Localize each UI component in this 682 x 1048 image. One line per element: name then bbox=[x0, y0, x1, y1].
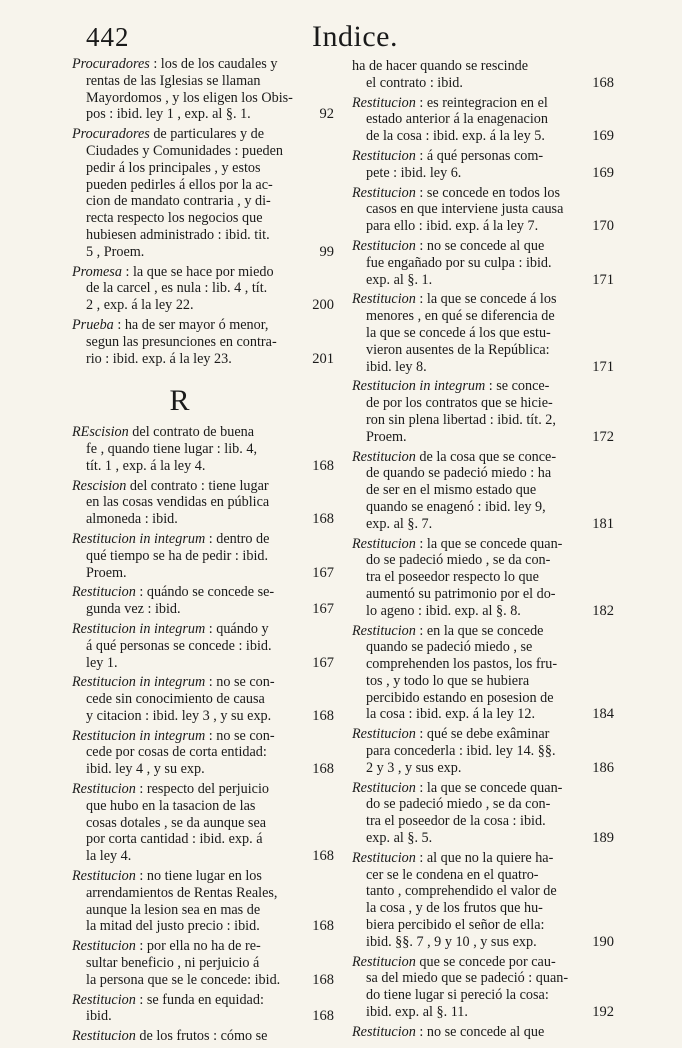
entry-line: pos : ibid. ley 1 , exp. al §. 1. bbox=[86, 106, 251, 123]
entry-line: Restitucion : se funda en equidad: bbox=[72, 991, 264, 1008]
entry-page-number: 168 bbox=[312, 761, 334, 778]
entry-page-number: 168 bbox=[312, 1008, 334, 1025]
entry-line: tít. 1 , exp. á la ley 4. bbox=[86, 457, 206, 474]
headword: Restitucion in integrum bbox=[72, 727, 206, 744]
section-letter: R bbox=[169, 384, 191, 418]
headword: Restitucion bbox=[72, 868, 136, 885]
entry-line: de quando se padeció miedo : ha bbox=[366, 465, 552, 482]
headword: Restitucion in integrum bbox=[72, 674, 206, 691]
entry-line: y citacion : ibid. ley 3 , y su exp. bbox=[86, 707, 272, 724]
entry-line: tra el poseedor de la cosa : ibid. bbox=[366, 813, 546, 830]
index-entry bbox=[72, 781, 334, 865]
entry-line: Restitucion : se concede en todos los bbox=[352, 184, 561, 201]
headword: Restitucion bbox=[72, 938, 136, 955]
entry-page-number: 190 bbox=[592, 933, 614, 950]
index-entry bbox=[72, 991, 334, 1026]
entry-line: percibido estando en posesion de bbox=[366, 689, 554, 706]
entry-line: rio : ibid. exp. á la ley 23. bbox=[86, 350, 232, 367]
entry-page-number: 186 bbox=[592, 759, 614, 776]
headword: Promesa bbox=[72, 263, 122, 280]
entry-line: Procuradores de particulares y de bbox=[72, 126, 264, 143]
entry-line: Restitucion : la que se concede quan- bbox=[352, 779, 563, 796]
entry-line: pueden pedirles á ellos por la ac- bbox=[86, 176, 273, 193]
entry-line: casos en que interviene justa causa bbox=[366, 201, 564, 218]
entry-page-number: 92 bbox=[319, 106, 334, 123]
index-entry bbox=[352, 726, 614, 776]
entry-line: ibid. §§. 7 , 9 y 10 , y sus exp. bbox=[366, 933, 537, 950]
running-head: Indice. bbox=[312, 20, 398, 53]
headword: Rescision bbox=[72, 477, 127, 494]
headword: Restitucion bbox=[352, 849, 416, 866]
entry-line: cede sin conocimiento de causa bbox=[86, 691, 265, 708]
headword: Restitucion bbox=[352, 94, 416, 111]
entry-line: para ello : ibid. exp. á la ley 7. bbox=[366, 218, 539, 235]
entry-line: la persona que se le concede: ibid. bbox=[86, 971, 281, 988]
entry-line: exp. al §. 7. bbox=[366, 515, 433, 532]
entry-line: Restitucion : la que se concede á los bbox=[352, 291, 557, 308]
index-entry bbox=[352, 237, 614, 288]
entry-line: pete : ibid. ley 6. bbox=[366, 164, 462, 181]
index-entry bbox=[72, 727, 334, 778]
entry-line: 5 , Proem. bbox=[86, 243, 145, 260]
entry-line: aumentó su patrimonio por el do- bbox=[366, 585, 556, 602]
entry-line: Restitucion : es reintegracion en el bbox=[352, 94, 548, 111]
entry-line: Restitucion : la que se concede quan- bbox=[352, 535, 563, 552]
entry-line: la cosa : ibid. exp. á la ley 12. bbox=[366, 706, 536, 723]
entry-line: la ley 4. bbox=[86, 848, 132, 865]
index-entry bbox=[72, 938, 334, 988]
entry-line: de ser en el mismo estado que bbox=[366, 482, 537, 499]
headword: Restitucion bbox=[352, 622, 416, 639]
entry-line: Restitucion : en la que se concede bbox=[352, 622, 544, 639]
entry-line: ibid. ley 4 , y su exp. bbox=[86, 761, 205, 778]
index-entry bbox=[72, 530, 334, 581]
entry-line: Restitucion : qué se debe exâminar bbox=[352, 726, 550, 743]
index-entry bbox=[72, 674, 334, 724]
entry-line: Restitucion : á qué personas com- bbox=[352, 147, 544, 164]
index-entry bbox=[352, 849, 614, 951]
index-entry bbox=[72, 477, 334, 528]
headword: Restitucion bbox=[72, 991, 136, 1008]
entry-line: estado anterior á la enagenacion bbox=[366, 111, 548, 128]
entry-line: Restitucion in integrum : se conce- bbox=[352, 378, 550, 395]
entry-line: comprehenden los pastos, los fru- bbox=[366, 656, 558, 673]
entry-page-number: 172 bbox=[592, 428, 614, 445]
headword: Restitucion bbox=[352, 726, 416, 743]
entry-line: Restitucion in integrum : no se con- bbox=[72, 674, 275, 691]
entry-line: Prueba : ha de ser mayor ó menor, bbox=[72, 316, 269, 333]
entry-line: recta respecto los negocios que bbox=[86, 210, 263, 227]
entry-line: en las cosas vendidas en pública bbox=[86, 494, 270, 511]
entry-line: tos , y todo lo que se hubiera bbox=[366, 672, 530, 689]
index-entry bbox=[72, 868, 334, 935]
entry-line: Rescision del contrato : tiene lugar bbox=[72, 477, 269, 494]
headword: REscision bbox=[72, 424, 129, 441]
entry-line: gunda vez : ibid. bbox=[86, 601, 181, 618]
entry-line: á qué personas se concede : ibid. bbox=[86, 637, 272, 654]
index-entry bbox=[72, 1028, 322, 1045]
index-entry bbox=[72, 424, 334, 474]
headword: Restitucion bbox=[352, 147, 416, 164]
index-entry bbox=[352, 622, 614, 724]
headword: Restitucion bbox=[352, 1023, 416, 1040]
bottom-entries bbox=[72, 424, 334, 1045]
entry-line: aunque la lesion sea en mas de bbox=[86, 901, 261, 918]
headword: Prueba bbox=[72, 316, 114, 333]
index-entry bbox=[352, 94, 614, 145]
entry-line: el contrato : ibid. bbox=[366, 74, 463, 91]
entry-line: de la carcel , es nula : lib. 4 , tít. bbox=[86, 280, 268, 297]
index-entry bbox=[352, 58, 614, 92]
entry-line: cosas dotales , se da aunque sea bbox=[86, 814, 267, 831]
entry-line: pedir á los principales , y estos bbox=[86, 159, 261, 176]
entry-line: Restitucion que se concede por cau- bbox=[352, 953, 556, 970]
entry-line: almoneda : ibid. bbox=[86, 511, 178, 528]
entry-line: Ciudades y Comunidades : pueden bbox=[86, 142, 284, 159]
headword: Restitucion bbox=[352, 448, 416, 465]
entry-line: de por los contratos que se hicie- bbox=[366, 395, 553, 412]
headword: Restitucion bbox=[352, 535, 416, 552]
entry-page-number: 171 bbox=[592, 358, 614, 375]
entry-line: biera percibido el señor de ella: bbox=[366, 917, 545, 934]
entry-line: la cosa , y de los frutos que hu- bbox=[366, 900, 543, 917]
entry-page-number: 168 bbox=[312, 848, 334, 865]
index-entry bbox=[352, 291, 614, 375]
entry-line: hubiesen administrado : ibid. tit. bbox=[86, 226, 270, 243]
entry-page-number: 192 bbox=[592, 1004, 614, 1021]
entry-page-number: 200 bbox=[312, 297, 334, 314]
entry-line: cion de mandato contraria , y di- bbox=[86, 193, 271, 210]
headword: Restitucion bbox=[72, 1028, 136, 1045]
headword: Restitucion in integrum bbox=[352, 378, 486, 395]
headword: Restitucion bbox=[72, 781, 136, 798]
entry-line: de la cosa : ibid. exp. á la ley 5. bbox=[366, 128, 545, 145]
headword: Restitucion bbox=[352, 237, 416, 254]
entry-line: Restitucion : respecto del perjuicio bbox=[72, 781, 269, 798]
headword: Procuradores bbox=[72, 56, 150, 72]
index-entry bbox=[352, 535, 614, 620]
index-entry bbox=[72, 126, 334, 260]
entry-page-number: 182 bbox=[592, 602, 614, 619]
entry-page-number: 168 bbox=[312, 511, 334, 528]
entry-line: Procuradores : los de los caudales y bbox=[72, 56, 278, 72]
entry-page-number: 168 bbox=[312, 971, 334, 988]
entry-line: do tiene lugar si pereció la cosa: bbox=[366, 987, 549, 1004]
entry-page-number: 167 bbox=[312, 601, 334, 618]
entry-line: exp. al §. 1. bbox=[366, 271, 433, 288]
entry-line: ha de hacer quando se rescinde bbox=[352, 58, 529, 74]
entry-line: Restitucion de la cosa que se conce- bbox=[352, 448, 557, 465]
entry-line: Restitucion de los frutos : cómo se bbox=[72, 1028, 268, 1045]
page-number: 442 bbox=[86, 22, 130, 52]
entry-page-number: 168 bbox=[312, 457, 334, 474]
entry-line: ley 1. bbox=[86, 654, 118, 671]
entry-line: 2 y 3 , y sus exp. bbox=[366, 759, 462, 776]
entry-line: rentas de las Iglesias se llaman bbox=[86, 72, 261, 89]
entry-line: do se padeció miedo , se da con- bbox=[366, 552, 551, 569]
entry-line: la que se concede á los que estu- bbox=[366, 324, 551, 341]
headword: Restitucion bbox=[352, 184, 416, 201]
index-entry bbox=[72, 56, 334, 123]
index-entry bbox=[352, 378, 614, 445]
index-entry bbox=[352, 779, 614, 847]
entry-page-number: 184 bbox=[592, 706, 614, 723]
entry-line: Restitucion in integrum : dentro de bbox=[72, 530, 270, 547]
entry-page-number: 167 bbox=[312, 564, 334, 581]
entry-line: quando se padeció miedo , se bbox=[366, 639, 533, 656]
entry-line: cede por cosas de corta entidad: bbox=[86, 744, 267, 761]
entry-page-number: 168 bbox=[312, 707, 334, 724]
entry-line: do se padeció miedo , se da con- bbox=[366, 796, 551, 813]
headword: Procuradores bbox=[72, 126, 150, 143]
entry-line: arrendamientos de Rentas Reales, bbox=[86, 884, 278, 901]
entry-line: qué tiempo se ha de pedir : ibid. bbox=[86, 547, 269, 564]
entry-line: vieron ausentes de la República: bbox=[366, 341, 550, 358]
entry-line: Promesa : la que se hace por miedo bbox=[72, 263, 274, 280]
entry-line: Restitucion : no se concede al que bbox=[352, 1023, 545, 1040]
entry-page-number: 170 bbox=[592, 218, 614, 235]
entry-page-number: 201 bbox=[312, 350, 334, 367]
entry-line: Restitucion : quándo se concede se- bbox=[72, 584, 275, 601]
entry-page-number: 181 bbox=[592, 515, 614, 532]
headword: Restitucion in integrum bbox=[72, 620, 206, 637]
entry-page-number: 189 bbox=[592, 830, 614, 847]
entry-page-number: 169 bbox=[592, 164, 614, 181]
right-column bbox=[352, 58, 614, 1044]
entry-line: cer se le condena en el quatro- bbox=[366, 866, 539, 883]
entry-line: exp. al §. 5. bbox=[366, 830, 433, 847]
headword: Restitucion bbox=[72, 584, 136, 601]
entry-line: fe , quando tiene lugar : lib. 4, bbox=[86, 440, 257, 457]
entry-line: Mayordomos , y los eligen los Obis- bbox=[86, 89, 293, 106]
headword: Restitucion in integrum bbox=[72, 530, 206, 547]
entry-line: ron sin plena libertad : ibid. tít. 2, bbox=[366, 411, 556, 428]
index-entry bbox=[352, 1024, 602, 1041]
entry-page-number: 169 bbox=[592, 128, 614, 145]
left-column bbox=[72, 56, 334, 1048]
entry-page-number: 168 bbox=[592, 74, 614, 91]
top-entries bbox=[72, 56, 334, 367]
entry-line: para concederla : ibid. ley 14. §§. bbox=[366, 743, 556, 760]
headword: Restitucion bbox=[352, 779, 416, 796]
entry-line: Proem. bbox=[86, 564, 127, 581]
entry-line: que hubo en la tasacion de las bbox=[86, 797, 256, 814]
index-entry bbox=[72, 316, 334, 367]
headword: Restitucion bbox=[352, 291, 416, 308]
entry-line: Restitucion : no se concede al que bbox=[352, 237, 545, 254]
index-entry bbox=[72, 263, 334, 314]
headword: Restitucion bbox=[352, 953, 416, 970]
index-entry bbox=[352, 184, 614, 235]
entry-line: Restitucion : al que no la quiere ha- bbox=[352, 849, 554, 866]
entry-line: Restitucion in integrum : quándo y bbox=[72, 620, 269, 637]
entry-line: tanto , comprehendido el valor de bbox=[366, 883, 557, 900]
entry-line: ibid. ley 8. bbox=[366, 358, 427, 375]
entry-page-number: 167 bbox=[312, 654, 334, 671]
entry-page-number: 168 bbox=[312, 918, 334, 935]
index-entry bbox=[72, 584, 334, 618]
entry-line: sa del miedo que se padeció : quan- bbox=[366, 970, 569, 987]
entry-line: Restitucion in integrum : no se con- bbox=[72, 727, 275, 744]
entry-line: tra el poseedor respecto lo que bbox=[366, 569, 539, 586]
index-entry bbox=[72, 620, 334, 671]
entry-line: Restitucion : no tiene lugar en los bbox=[72, 868, 262, 885]
entry-line: Restitucion : por ella no ha de re- bbox=[72, 938, 261, 955]
entry-line: segun las presunciones en contra- bbox=[86, 333, 277, 350]
index-entry bbox=[352, 953, 614, 1021]
entry-line: por corta cantidad : ibid. exp. á bbox=[86, 831, 263, 848]
entry-line: 2 , exp. á la ley 22. bbox=[86, 297, 194, 314]
index-entry bbox=[352, 147, 614, 182]
entry-line: Proem. bbox=[366, 428, 407, 445]
entry-line: ibid. exp. al §. 11. bbox=[366, 1004, 468, 1021]
entry-page-number: 99 bbox=[319, 243, 334, 260]
index-entry bbox=[352, 448, 614, 533]
entry-line: REscision del contrato de buena bbox=[72, 424, 255, 441]
entry-line: sultar beneficio , ni perjuicio á bbox=[86, 955, 260, 972]
entry-line: lo ageno : ibid. exp. al §. 8. bbox=[366, 602, 521, 619]
entry-line: fue engañado por su culpa : ibid. bbox=[366, 254, 552, 271]
entry-line: quando se enagenó : ibid. ley 9, bbox=[366, 498, 546, 515]
entry-page-number: 171 bbox=[592, 271, 614, 288]
entry-line: ibid. bbox=[86, 1008, 112, 1025]
entry-line: la mitad del justo precio : ibid. bbox=[86, 918, 260, 935]
entry-line: menores , en qué se diferencia de bbox=[366, 308, 555, 325]
